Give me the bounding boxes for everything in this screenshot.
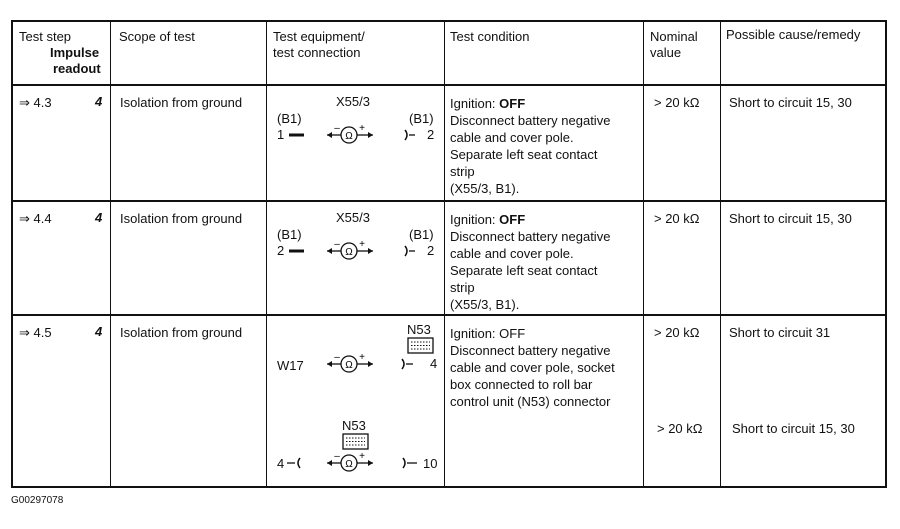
connector-label: N53 [407,322,431,337]
possible-cause: Short to circuit 15, 30 [732,421,855,436]
column-divider [643,22,644,486]
ohm-glyph: Ω [345,459,353,470]
left-component-label: (B1) [277,227,302,242]
right-pin: 2 [427,243,435,258]
socket-symbol [405,130,407,140]
ohmmeter-symbol [323,347,433,375]
impulse-readout: 4 [95,324,103,339]
impulse-readout: 4 [95,94,103,109]
socket-symbol [402,359,404,369]
test-condition: Ignition: OFF Disconnect battery negative cable and cover pole, socket box connected to roll bar control unit (N53) connector [450,326,615,409]
svg-text:–: – [334,352,340,363]
header-value: value [650,45,682,60]
scope-text: Isolation from ground [120,325,243,340]
header-cause: Possible cause/remedy [726,27,861,42]
svg-text:+: + [359,451,365,462]
nominal-value: > 20 kΩ [654,325,700,340]
column-divider [266,22,267,486]
column-divider [720,22,721,486]
ohmmeter-symbol [285,446,425,474]
ohmmeter-symbol [287,118,427,146]
socket-symbol [405,246,407,256]
possible-cause: Short to circuit 15, 30 [729,95,852,110]
step-number: ⇒ 4.5 [19,325,52,340]
svg-text:+: + [359,123,365,134]
header-impulse: Impulse [50,45,100,60]
scope-text: Isolation from ground [120,95,243,110]
ohm-glyph: Ω [345,360,353,371]
right-pin: 10 [423,456,438,471]
socket-symbol [403,458,405,468]
right-pin: 4 [430,356,438,371]
ohmmeter-symbol [287,234,427,262]
left-component-label: (B1) [277,111,302,126]
connector-label: X55/3 [336,94,370,109]
nominal-value: > 20 kΩ [657,421,703,436]
header-equipment: Test equipment/ [273,29,365,44]
nominal-value: > 20 kΩ [654,95,700,110]
svg-text:–: – [334,451,340,462]
possible-cause: Short to circuit 15, 30 [729,211,852,226]
ohm-glyph: Ω [345,131,353,142]
scope-text: Isolation from ground [120,211,243,226]
row-divider [13,314,885,316]
test-table [11,20,887,488]
left-pin: 1 [277,127,285,142]
header-readout: readout [53,61,101,76]
test-condition: Ignition: OFF Disconnect battery negative cable and cover pole. Separate left seat contact strip (X55/3, B1). [450,96,611,196]
step-number: ⇒ 4.3 [19,95,52,110]
right-component-label: (B1) [409,227,434,242]
svg-text:–: – [334,123,340,134]
svg-text:+: + [359,239,365,250]
nominal-value: > 20 kΩ [654,211,700,226]
right-component-label: (B1) [409,111,434,126]
column-divider [444,22,445,486]
header-test-step: Test step [19,29,72,44]
column-divider [110,22,111,486]
svg-text:–: – [334,239,340,250]
impulse-readout: 4 [95,210,103,225]
connector-label: N53 [342,418,366,433]
figure-code: G00297078 [11,495,64,506]
row-divider [13,84,885,86]
connector-label: X55/3 [336,210,370,225]
left-pin: 2 [277,243,285,258]
header-connection: test connection [273,45,361,60]
step-number: ⇒ 4.4 [19,211,52,226]
test-condition: Ignition: OFF Disconnect battery negative cable and cover pole. Separate left seat contact strip (X55/3, B1). [450,212,611,312]
header-condition: Test condition [450,29,530,44]
possible-cause: Short to circuit 31 [729,325,831,340]
header-scope: Scope of test [119,29,195,44]
svg-text:+: + [359,352,365,363]
socket-symbol [298,458,300,468]
right-pin: 2 [427,127,435,142]
header-nominal: Nominal [650,29,698,44]
row-divider [13,200,885,202]
ground-label: W17 [277,358,304,373]
ohm-glyph: Ω [345,247,353,258]
left-pin: 4 [277,456,285,471]
